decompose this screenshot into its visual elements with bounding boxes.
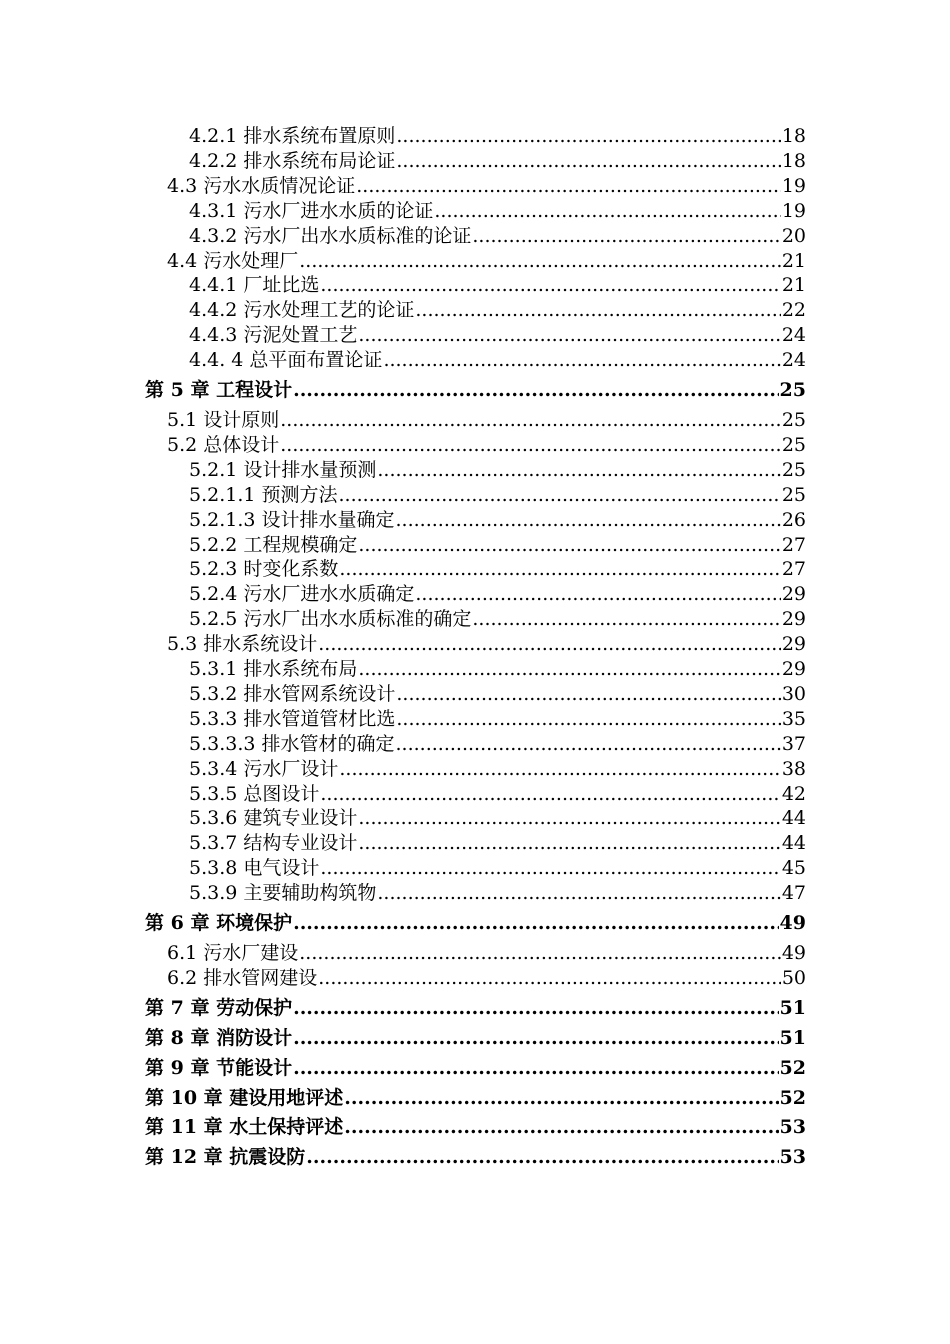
toc-entry[interactable] bbox=[145, 732, 806, 757]
toc-dot-leader bbox=[396, 508, 781, 533]
toc-dot-leader bbox=[293, 996, 778, 1021]
toc-page-number: 25 bbox=[781, 483, 806, 506]
toc-entry-title: 4.2.1 排水系统布置原则 bbox=[189, 125, 396, 147]
toc-chapter-entry[interactable] bbox=[145, 911, 806, 936]
toc-page-number: 21 bbox=[781, 274, 806, 297]
toc-page-number: 44 bbox=[781, 832, 806, 855]
toc-dot-leader bbox=[415, 582, 780, 607]
toc-dot-leader bbox=[358, 806, 780, 831]
toc-dot-leader bbox=[358, 533, 780, 558]
toc-entry-title: 第 11 章 水土保持评述 bbox=[145, 1116, 344, 1139]
toc-entry-title: 5.2.1 设计排水量预测 bbox=[189, 458, 377, 481]
toc-entry[interactable] bbox=[145, 831, 806, 856]
toc-page-number: 29 bbox=[781, 658, 806, 681]
toc-entry-title: 5.3.5 总图设计 bbox=[189, 782, 320, 805]
toc-entry-title: 第 8 章 消防设计 bbox=[145, 1026, 293, 1049]
toc-dot-leader bbox=[293, 1026, 778, 1051]
toc-dot-leader bbox=[383, 348, 780, 373]
toc-page-number: 29 bbox=[781, 633, 806, 656]
toc-page-number: 30 bbox=[781, 682, 806, 705]
toc-dot-leader bbox=[472, 224, 780, 249]
toc-dot-leader bbox=[299, 249, 781, 274]
toc-dot-leader bbox=[358, 323, 780, 348]
toc-entry-title: 第 12 章 抗震设防 bbox=[145, 1146, 306, 1169]
toc-dot-leader bbox=[396, 707, 780, 732]
toc-page-number: 53 bbox=[779, 1116, 806, 1139]
toc-dot-leader bbox=[320, 782, 780, 807]
toc-entry-title: 5.3.1 排水系统布局 bbox=[189, 658, 358, 681]
toc-chapter-entry[interactable] bbox=[145, 996, 806, 1021]
toc-entry-title: 5.2.3 时变化系数 bbox=[189, 558, 339, 581]
toc-chapter-entry[interactable] bbox=[145, 1115, 806, 1140]
toc-chapter-entry[interactable] bbox=[145, 1145, 806, 1170]
toc-entry-title: 5.3.6 建筑专业设计 bbox=[189, 807, 358, 830]
toc-chapter-entry[interactable] bbox=[145, 378, 806, 403]
toc-entry-title: 4.4. 4 总平面布置论证 bbox=[189, 349, 383, 372]
toc-entry[interactable] bbox=[145, 632, 806, 657]
toc-dot-leader bbox=[377, 458, 780, 483]
toc-page-number: 19 bbox=[781, 199, 806, 222]
toc-chapter-entry[interactable] bbox=[145, 1026, 806, 1051]
toc-entry-title: 4.4.3 污泥处置工艺 bbox=[189, 324, 358, 347]
toc-dot-leader bbox=[318, 966, 781, 991]
toc-entry[interactable] bbox=[145, 249, 806, 274]
toc-entry-title: 6.1 污水厂建设 bbox=[167, 942, 299, 964]
toc-entry-title: 5.3.9 主要辅助构筑物 bbox=[189, 882, 377, 905]
toc-entry[interactable] bbox=[145, 806, 806, 831]
toc-page-number: 49 bbox=[779, 912, 806, 935]
toc-entry-title: 5.3.4 污水厂设计 bbox=[189, 757, 339, 780]
toc-entry[interactable] bbox=[145, 533, 806, 558]
toc-page-number: 18 bbox=[781, 149, 806, 172]
toc-dot-leader bbox=[339, 757, 780, 782]
toc-page-number: 24 bbox=[781, 324, 806, 347]
toc-entry[interactable] bbox=[145, 557, 806, 582]
toc-dot-leader bbox=[358, 657, 780, 682]
toc-entry-title: 5.2.2 工程规模确定 bbox=[189, 533, 358, 556]
toc-entry[interactable] bbox=[145, 881, 806, 906]
toc-entry[interactable] bbox=[145, 707, 806, 732]
toc-entry[interactable] bbox=[145, 782, 806, 807]
toc-page-number: 18 bbox=[781, 125, 806, 147]
toc-page-number: 38 bbox=[781, 757, 806, 780]
toc-entry[interactable] bbox=[145, 483, 806, 508]
toc-chapter-entry[interactable] bbox=[145, 1056, 806, 1081]
toc-chapter-entry[interactable] bbox=[145, 1086, 806, 1111]
toc-page-number: 25 bbox=[779, 379, 806, 402]
toc-dot-leader bbox=[320, 856, 780, 881]
toc-entry-title: 5.3.3.3 排水管材的确定 bbox=[189, 732, 395, 755]
toc-page-number: 42 bbox=[781, 782, 806, 805]
toc-entry[interactable] bbox=[145, 508, 806, 533]
toc-page-number: 50 bbox=[781, 966, 806, 989]
toc-page-number: 22 bbox=[781, 299, 806, 322]
toc-entry-title: 4.3.1 污水厂进水水质的论证 bbox=[189, 199, 434, 222]
toc-dot-leader bbox=[434, 199, 780, 224]
toc-entry[interactable] bbox=[145, 323, 806, 348]
toc-dot-leader bbox=[396, 149, 780, 174]
toc-entry-title: 5.2 总体设计 bbox=[167, 433, 280, 456]
toc-dot-leader bbox=[472, 607, 780, 632]
toc-page-number: 25 bbox=[781, 433, 806, 456]
toc-entry[interactable] bbox=[145, 199, 806, 224]
toc-dot-leader bbox=[396, 124, 780, 149]
toc-entry-title: 6.2 排水管网建设 bbox=[167, 966, 318, 989]
toc-entry[interactable] bbox=[145, 941, 806, 966]
toc-dot-leader bbox=[339, 557, 780, 582]
toc-entry[interactable] bbox=[145, 458, 806, 483]
toc-entry[interactable] bbox=[145, 174, 806, 199]
toc-entry[interactable] bbox=[145, 607, 806, 632]
toc-entry[interactable] bbox=[145, 757, 806, 782]
toc-entry[interactable] bbox=[145, 433, 806, 458]
toc-dot-leader bbox=[415, 298, 780, 323]
toc-dot-leader bbox=[320, 273, 780, 298]
toc-dot-leader bbox=[339, 483, 781, 508]
toc-page-number: 25 bbox=[781, 458, 806, 481]
toc-entry-title: 第 9 章 节能设计 bbox=[145, 1056, 293, 1079]
toc-entry[interactable] bbox=[145, 124, 806, 149]
table-of-contents bbox=[145, 124, 806, 1175]
toc-page-number: 53 bbox=[779, 1146, 806, 1169]
toc-entry-title: 4.4.1 厂址比选 bbox=[189, 274, 320, 297]
toc-page-number: 29 bbox=[781, 583, 806, 606]
toc-entry-title: 5.3.8 电气设计 bbox=[189, 857, 320, 880]
toc-page-number: 24 bbox=[781, 349, 806, 372]
toc-page-number: 25 bbox=[781, 408, 806, 431]
toc-page-number: 35 bbox=[781, 707, 806, 730]
toc-page-number: 37 bbox=[781, 732, 806, 755]
toc-entry-title: 5.3 排水系统设计 bbox=[167, 633, 318, 656]
toc-entry[interactable] bbox=[145, 682, 806, 707]
toc-entry-title: 第 10 章 建设用地评述 bbox=[145, 1086, 344, 1109]
toc-page-number: 29 bbox=[781, 608, 806, 631]
toc-entry-title: 第 6 章 环境保护 bbox=[145, 912, 293, 935]
toc-entry-title: 5.2.1.1 预测方法 bbox=[189, 483, 338, 506]
toc-entry-title: 第 7 章 劳动保护 bbox=[145, 996, 293, 1019]
toc-dot-leader bbox=[293, 1056, 778, 1081]
toc-page-number: 44 bbox=[781, 807, 806, 830]
toc-dot-leader bbox=[306, 1145, 778, 1170]
toc-entry[interactable] bbox=[145, 224, 806, 249]
toc-dot-leader bbox=[293, 378, 778, 403]
toc-entry-title: 5.3.3 排水管道管材比选 bbox=[189, 707, 396, 730]
toc-entry-title: 4.2.2 排水系统布局论证 bbox=[189, 149, 396, 172]
toc-entry[interactable] bbox=[145, 966, 806, 991]
toc-page-number: 26 bbox=[781, 508, 806, 531]
toc-page-number: 49 bbox=[781, 942, 806, 964]
toc-page-number: 21 bbox=[781, 249, 806, 272]
toc-page-number: 20 bbox=[781, 224, 806, 247]
toc-entry-title: 4.4 污水处理厂 bbox=[167, 249, 299, 272]
toc-dot-leader bbox=[358, 831, 780, 856]
toc-entry[interactable] bbox=[145, 582, 806, 607]
toc-entry-title: 4.3.2 污水厂出水水质标准的论证 bbox=[189, 224, 472, 247]
toc-page-number: 47 bbox=[781, 882, 806, 905]
toc-entry-title: 5.3.2 排水管网系统设计 bbox=[189, 682, 396, 705]
toc-dot-leader bbox=[299, 941, 781, 966]
toc-page-number: 45 bbox=[781, 857, 806, 880]
toc-page-number: 27 bbox=[781, 533, 806, 556]
toc-dot-leader bbox=[396, 732, 781, 757]
toc-dot-leader bbox=[280, 433, 781, 458]
toc-entry-title: 4.4.2 污水处理工艺的论证 bbox=[189, 299, 415, 322]
toc-page-number: 52 bbox=[779, 1056, 806, 1079]
toc-entry-title: 5.2.1.3 设计排水量确定 bbox=[189, 508, 395, 531]
toc-page-number: 27 bbox=[781, 558, 806, 581]
toc-page-number: 51 bbox=[779, 1026, 806, 1049]
toc-entry-title: 5.1 设计原则 bbox=[167, 408, 280, 431]
toc-entry[interactable] bbox=[145, 408, 806, 433]
toc-dot-leader bbox=[318, 632, 781, 657]
toc-entry-title: 4.3 污水水质情况论证 bbox=[167, 174, 356, 197]
toc-entry[interactable] bbox=[145, 348, 806, 373]
toc-page-number: 19 bbox=[781, 174, 806, 197]
toc-entry-title: 5.2.4 污水厂进水水质确定 bbox=[189, 583, 415, 606]
toc-dot-leader bbox=[344, 1115, 778, 1140]
toc-dot-leader bbox=[280, 408, 781, 433]
toc-dot-leader bbox=[356, 174, 781, 199]
toc-dot-leader bbox=[344, 1086, 778, 1111]
toc-entry-title: 5.2.5 污水厂出水水质标准的确定 bbox=[189, 608, 472, 631]
toc-entry[interactable] bbox=[145, 298, 806, 323]
toc-entry-title: 5.3.7 结构专业设计 bbox=[189, 832, 358, 855]
toc-dot-leader bbox=[293, 911, 778, 936]
toc-dot-leader bbox=[377, 881, 780, 906]
toc-page-number: 52 bbox=[779, 1086, 806, 1109]
toc-entry[interactable] bbox=[145, 856, 806, 881]
toc-entry[interactable] bbox=[145, 149, 806, 174]
toc-entry-title: 第 5 章 工程设计 bbox=[145, 379, 293, 402]
toc-entry[interactable] bbox=[145, 273, 806, 298]
toc-page-number: 51 bbox=[779, 996, 806, 1019]
toc-entry[interactable] bbox=[145, 657, 806, 682]
toc-dot-leader bbox=[396, 682, 780, 707]
